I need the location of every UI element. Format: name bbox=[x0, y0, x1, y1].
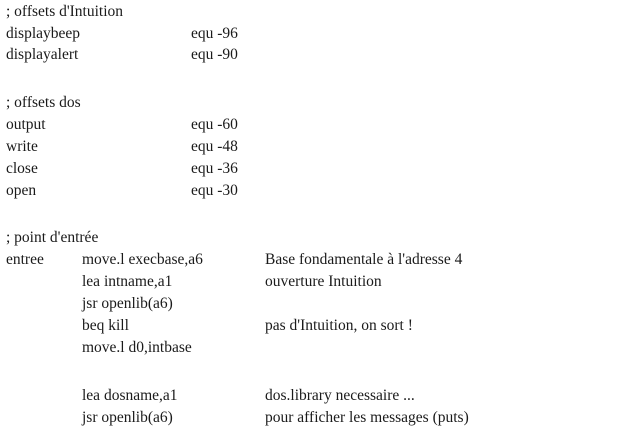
symbol-name: displaybeep bbox=[6, 25, 81, 42]
comment-text: ; offsets d'Intuition bbox=[6, 3, 124, 20]
equ-line bbox=[0, 159, 640, 179]
code-line bbox=[0, 316, 640, 336]
symbol-value: equ -48 bbox=[191, 138, 238, 155]
symbol-name: write bbox=[6, 138, 38, 155]
comment-line bbox=[0, 93, 640, 113]
comment-text: ; point d'entrée bbox=[6, 229, 99, 246]
code-comment: Base fondamentale à l'adresse 4 bbox=[265, 251, 463, 268]
code-line bbox=[0, 250, 640, 270]
code-instruction: lea dosname,a1 bbox=[82, 387, 178, 404]
equ-line bbox=[0, 24, 640, 44]
symbol-name: close bbox=[6, 160, 38, 177]
code-instruction: move.l d0,intbase bbox=[82, 339, 192, 356]
equ-line bbox=[0, 115, 640, 135]
code-comment: pas d'Intuition, on sort ! bbox=[265, 317, 413, 334]
symbol-value: equ -30 bbox=[191, 182, 238, 199]
code-line bbox=[0, 386, 640, 406]
code-comment: ouverture Intuition bbox=[265, 273, 382, 290]
code-instruction: beq kill bbox=[82, 317, 129, 334]
comment-text: ; offsets dos bbox=[6, 94, 81, 111]
code-label: entree bbox=[6, 251, 44, 268]
code-instruction: move.l execbase,a6 bbox=[82, 251, 203, 268]
code-instruction: lea intname,a1 bbox=[82, 273, 173, 290]
symbol-name: open bbox=[6, 182, 37, 199]
code-line bbox=[0, 408, 640, 428]
code-comment: dos.library necessaire ... bbox=[265, 387, 415, 404]
symbol-value: equ -60 bbox=[191, 116, 238, 133]
comment-line bbox=[0, 2, 640, 22]
symbol-value: equ -36 bbox=[191, 160, 238, 177]
code-comment: pour afficher les messages (puts) bbox=[265, 409, 469, 426]
symbol-name: displayalert bbox=[6, 46, 79, 63]
equ-line bbox=[0, 137, 640, 157]
code-line bbox=[0, 294, 640, 314]
symbol-name: output bbox=[6, 116, 46, 133]
equ-line bbox=[0, 45, 640, 65]
equ-line bbox=[0, 181, 640, 201]
code-line bbox=[0, 338, 640, 358]
code-instruction: jsr openlib(a6) bbox=[82, 295, 173, 312]
code-instruction: jsr openlib(a6) bbox=[82, 409, 173, 426]
code-line bbox=[0, 272, 640, 292]
comment-line bbox=[0, 228, 640, 248]
symbol-value: equ -96 bbox=[191, 25, 238, 42]
symbol-value: equ -90 bbox=[191, 46, 238, 63]
